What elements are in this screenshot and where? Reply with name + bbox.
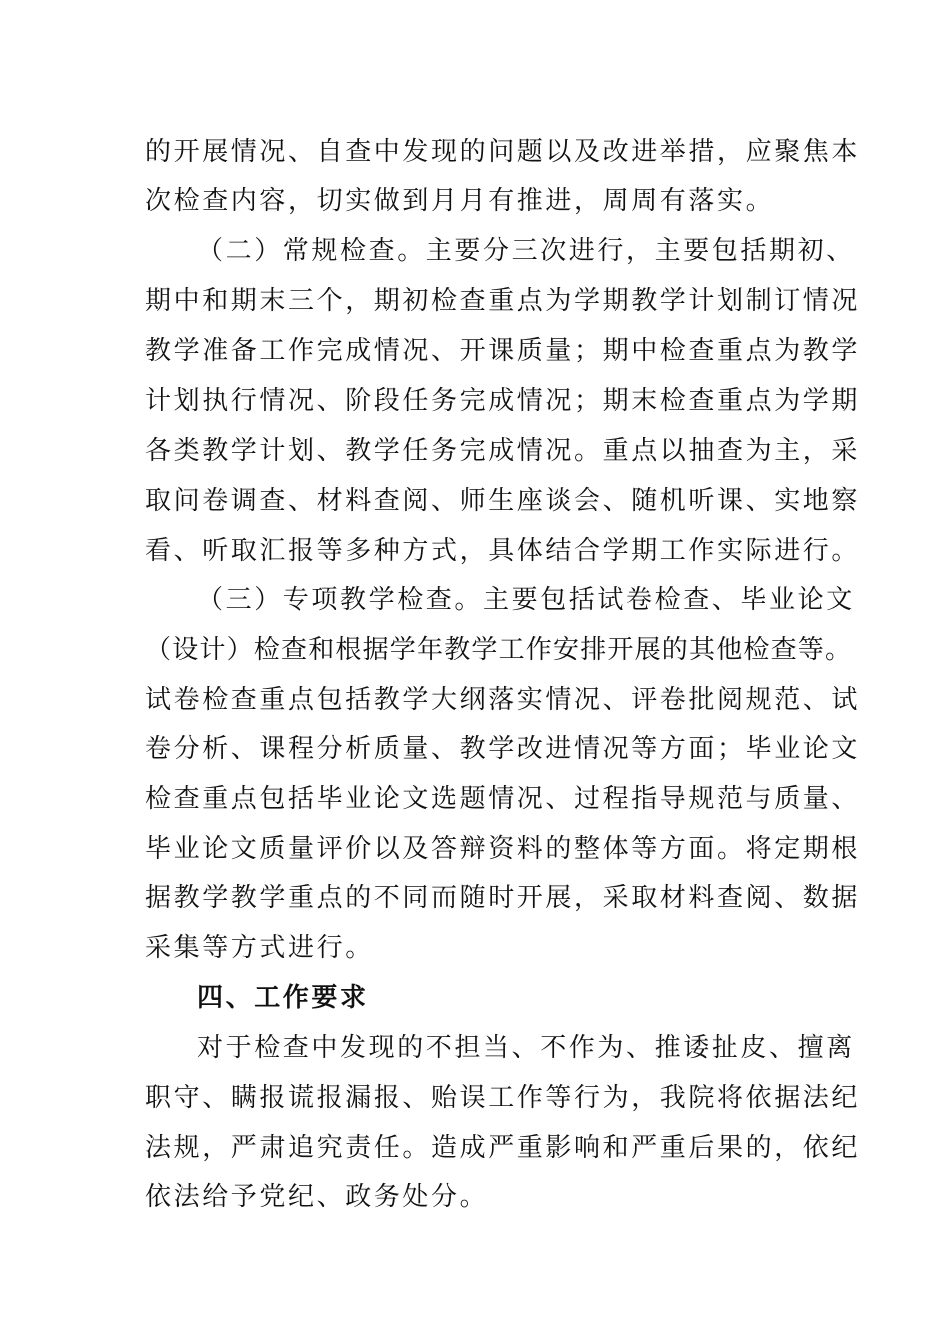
paragraph-line: 各类教学计划、教学任务完成情况。重点以抽查为主，采 bbox=[145, 436, 861, 466]
paragraph-line: 法规，严肃追究责任。造成严重影响和严重后果的，依纪 bbox=[145, 1133, 861, 1163]
section-heading-work-requirements: 四、工作要求 bbox=[197, 983, 369, 1013]
paragraph-line: 卷分析、课程分析质量、教学改进情况等方面；毕业论文 bbox=[145, 734, 861, 764]
paragraph-line: 毕业论文质量评价以及答辩资料的整体等方面。将定期根 bbox=[145, 834, 861, 864]
paragraph-line: 检查重点包括毕业论文选题情况、过程指导规范与质量、 bbox=[145, 784, 861, 814]
paragraph-line: （设计）检查和根据学年教学工作安排开展的其他检查等。 bbox=[145, 635, 853, 665]
paragraph-line: 的开展情况、自查中发现的问题以及改进举措，应聚焦本 bbox=[145, 137, 861, 167]
paragraph-line: 取问卷调查、材料查阅、师生座谈会、随机听课、实地察 bbox=[145, 486, 861, 516]
paragraph-line: 职守、瞒报谎报漏报、贻误工作等行为，我院将依据法纪 bbox=[145, 1083, 861, 1113]
paragraph-line: 计划执行情况、阶段任务完成情况；期末检查重点为学期 bbox=[145, 386, 861, 416]
section-4-lead-line: 对于检查中发现的不担当、不作为、推诿扯皮、擅离 bbox=[197, 1033, 855, 1063]
section-2-lead-line: （二）常规检查。主要分三次进行，主要包括期初、 bbox=[197, 236, 855, 266]
section-3-lead-line: （三）专项教学检查。主要包括试卷检查、毕业论文 bbox=[197, 585, 855, 615]
paragraph-line: 看、听取汇报等多种方式，具体结合学期工作实际进行。 bbox=[145, 536, 861, 566]
paragraph-line: 教学准备工作完成情况、开课质量；期中检查重点为教学 bbox=[145, 336, 861, 366]
paragraph-line: 次检查内容，切实做到月月有推进，周周有落实。 bbox=[145, 186, 775, 216]
paragraph-line: 采集等方式进行。 bbox=[145, 933, 374, 963]
paragraph-line: 试卷检查重点包括教学大纲落实情况、评卷批阅规范、试 bbox=[145, 685, 861, 715]
paragraph-line: 据教学教学重点的不同而随时开展，采取材料查阅、数据 bbox=[145, 883, 861, 913]
paragraph-line: 依法给予党纪、政务处分。 bbox=[145, 1182, 489, 1212]
paragraph-line: 期中和期末三个，期初检查重点为学期教学计划制订情况 bbox=[145, 286, 861, 316]
